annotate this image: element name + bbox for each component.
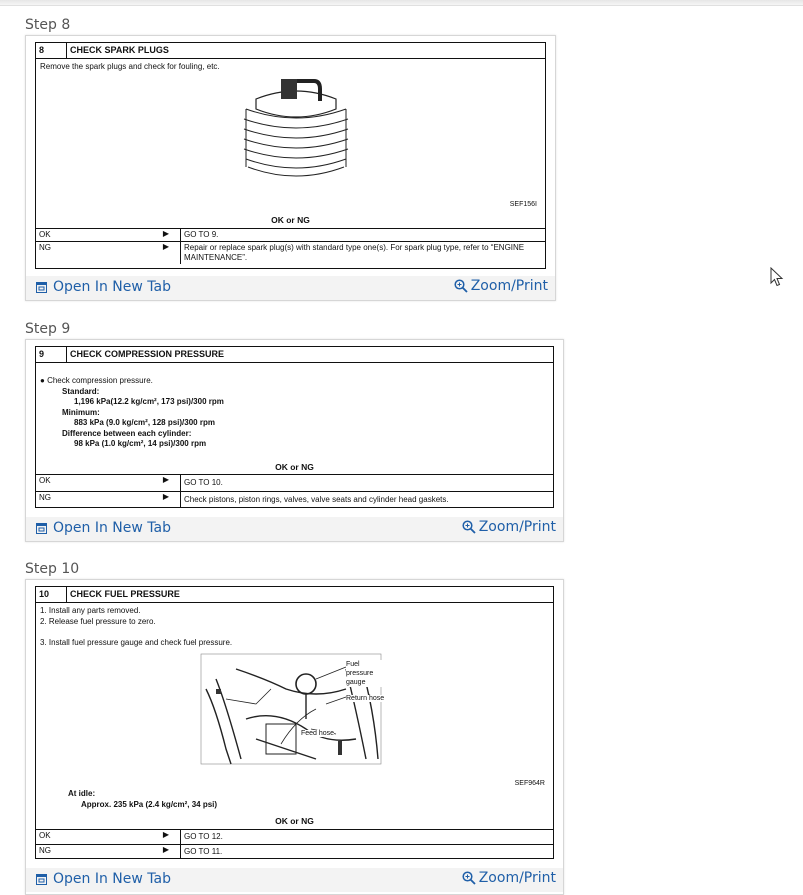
arrow-icon: ▶ bbox=[162, 229, 170, 238]
spec-name: Difference between each cylinder: bbox=[62, 428, 192, 438]
open-in-new-tab-label: Open In New Tab bbox=[53, 279, 171, 295]
idle-value: Approx. 235 kPa (2.4 kg/cm², 34 psi) bbox=[81, 800, 218, 809]
outcome-key: OK bbox=[39, 476, 51, 485]
outcome-row bbox=[36, 228, 545, 241]
open-in-new-tab-label: Open In New Tab bbox=[53, 871, 171, 887]
zoom-print-label: Zoom/Print bbox=[478, 870, 556, 886]
top-bar bbox=[0, 0, 803, 6]
step-card bbox=[25, 35, 556, 301]
spec-value: 98 kPa (1.0 kg/cm², 14 psi)/300 rpm bbox=[74, 439, 207, 448]
outcome-action: Check pistons, piston rings, valves, valve seats and cylinder head gaskets. bbox=[180, 492, 553, 507]
outcome-key: NG bbox=[39, 846, 51, 855]
outcome-key: NG bbox=[39, 493, 51, 502]
instruction-text: 3. Install fuel pressure gauge and check fuel pressure. bbox=[40, 638, 233, 647]
step-card bbox=[25, 339, 564, 542]
step-number: 10 bbox=[36, 587, 67, 602]
ok-ng-prompt: OK or NG bbox=[275, 462, 314, 472]
arrow-icon: ▶ bbox=[162, 845, 170, 854]
card-footer bbox=[26, 276, 555, 300]
open-in-new-tab-icon bbox=[36, 874, 47, 885]
spark-plug-figure bbox=[236, 69, 356, 187]
arrow-icon: ▶ bbox=[162, 492, 170, 501]
arrow-icon: ▶ bbox=[162, 475, 170, 484]
step-title: CHECK COMPRESSION PRESSURE bbox=[70, 349, 225, 359]
step-label: Step 8 bbox=[25, 17, 71, 33]
open-in-new-tab-icon bbox=[36, 523, 47, 534]
outcome-key: OK bbox=[39, 831, 51, 840]
figure-code: SEF964R bbox=[514, 780, 545, 787]
step-diagram bbox=[35, 42, 546, 269]
spec-name: Minimum: bbox=[62, 407, 100, 417]
idle-title: At idle: bbox=[68, 789, 96, 798]
zoom-icon bbox=[462, 520, 476, 534]
figure-label-return: Return hose bbox=[346, 695, 385, 702]
instruction-text: 1. Install any parts removed. bbox=[40, 606, 141, 615]
step-number: 9 bbox=[36, 347, 67, 362]
outcome-row bbox=[36, 474, 553, 491]
open-in-new-tab-link[interactable] bbox=[36, 279, 171, 295]
outcome-action: GO TO 10. bbox=[180, 475, 553, 491]
outcome-key: NG bbox=[39, 243, 51, 252]
arrow-icon: ▶ bbox=[162, 830, 170, 839]
zoom-print-label: Zoom/Print bbox=[478, 519, 556, 535]
mouse-cursor-icon bbox=[770, 267, 784, 287]
spec-value: 883 kPa (9.0 kg/cm², 128 psi)/300 rpm bbox=[74, 418, 215, 427]
step-label: Step 10 bbox=[25, 561, 80, 577]
card-footer bbox=[26, 517, 563, 541]
outcome-action: Repair or replace spark plug(s) with standard type one(s). For spark plug type, refer to “ENGINE MAINTENANCE”. bbox=[180, 242, 545, 264]
bullet-text: Check compression pressure. bbox=[47, 376, 153, 385]
step-title: CHECK FUEL PRESSURE bbox=[70, 589, 180, 599]
open-in-new-tab-link[interactable] bbox=[36, 520, 171, 536]
outcome-row bbox=[36, 844, 553, 859]
step-number: 8 bbox=[36, 43, 67, 58]
step-title: CHECK SPARK PLUGS bbox=[70, 45, 169, 55]
zoom-print-link[interactable] bbox=[454, 278, 548, 294]
outcome-row bbox=[36, 491, 553, 507]
zoom-print-link[interactable] bbox=[462, 519, 556, 535]
outcome-action: GO TO 9. bbox=[180, 229, 545, 241]
open-in-new-tab-icon bbox=[36, 282, 47, 293]
outcome-row bbox=[36, 829, 553, 844]
figure-label-gauge: Fuel pressure gauge bbox=[346, 660, 388, 687]
outcome-action: GO TO 12. bbox=[180, 830, 553, 844]
figure-label-feed: Feed hose bbox=[301, 730, 335, 737]
step-diagram bbox=[35, 586, 554, 859]
ok-ng-prompt: OK or NG bbox=[275, 816, 314, 826]
arrow-icon: ▶ bbox=[162, 242, 170, 251]
ok-ng-prompt: OK or NG bbox=[271, 215, 310, 225]
step-card bbox=[25, 579, 564, 895]
open-in-new-tab-link[interactable] bbox=[36, 871, 171, 887]
step-diagram bbox=[35, 346, 554, 508]
open-in-new-tab-label: Open In New Tab bbox=[53, 520, 171, 536]
bullet-item: ● Check compression pressure. bbox=[40, 376, 153, 385]
figure-code: SEF156I bbox=[509, 201, 537, 208]
step-label: Step 9 bbox=[25, 321, 71, 337]
card-footer bbox=[26, 868, 563, 892]
spec-name: Standard: bbox=[62, 386, 100, 396]
outcome-row bbox=[36, 241, 545, 264]
spec-value: 1,196 kPa(12.2 kg/cm², 173 psi)/300 rpm bbox=[74, 397, 224, 406]
zoom-icon bbox=[462, 871, 476, 885]
zoom-icon bbox=[454, 279, 468, 293]
outcome-action: GO TO 11. bbox=[180, 845, 553, 859]
instruction-text: Remove the spark plugs and check for fouling, etc. bbox=[40, 62, 220, 71]
instruction-text: 2. Release fuel pressure to zero. bbox=[40, 616, 156, 626]
zoom-print-label: Zoom/Print bbox=[470, 278, 548, 294]
zoom-print-link[interactable] bbox=[462, 870, 556, 886]
outcome-key: OK bbox=[39, 230, 51, 239]
